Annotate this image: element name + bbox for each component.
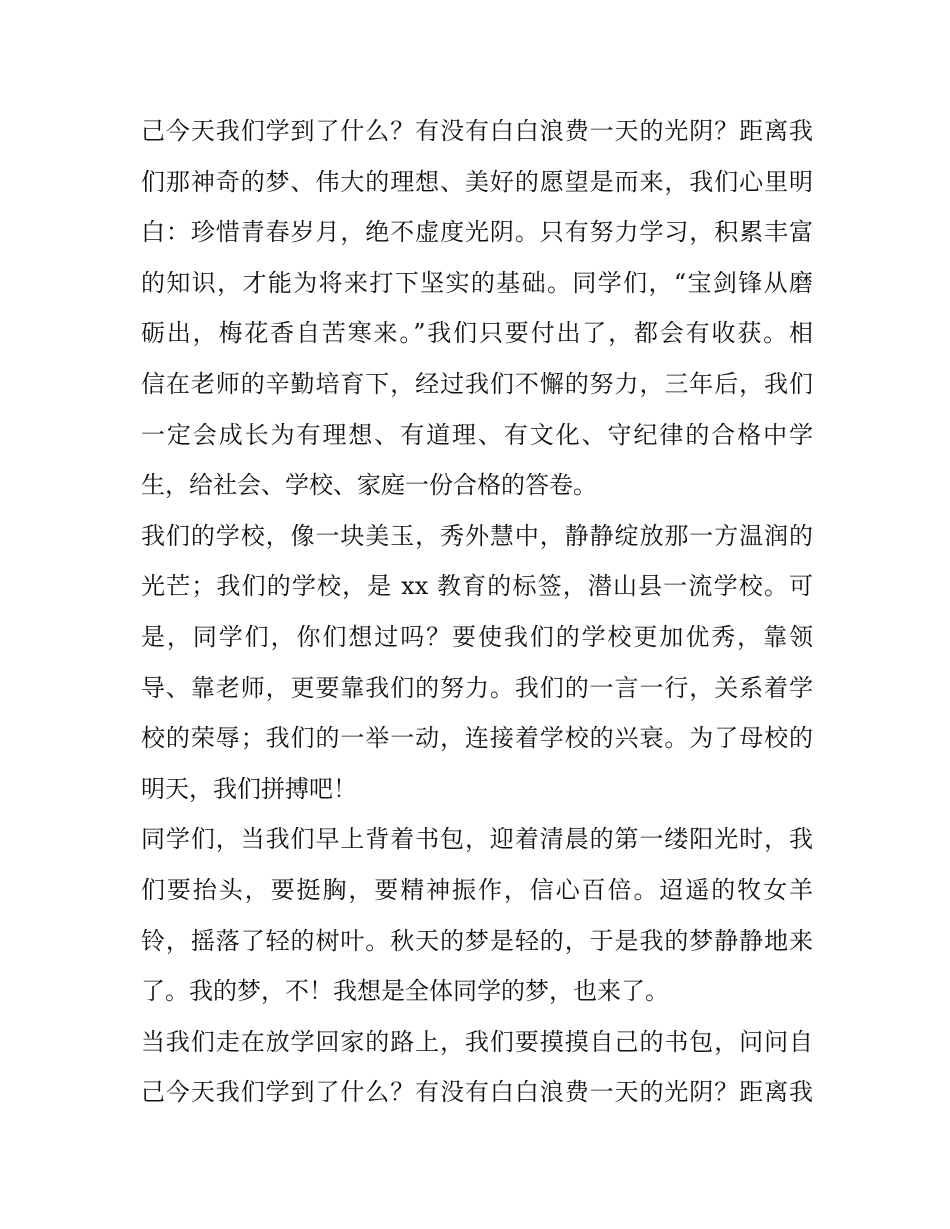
text-line: 一定会成长为有理想、有道理、有文化、守纪律的合格中学 xyxy=(141,420,813,449)
text-line: 明天，我们拼搏吧！ xyxy=(141,774,357,803)
text-line: 是，同学们，你们想过吗？要使我们的学校更加优秀，靠领 xyxy=(141,622,813,651)
text-line: 导、靠老师，更要靠我们的努力。我们的一言一行，关系着学 xyxy=(141,673,813,702)
text-line: 己今天我们学到了什么？有没有白白浪费一天的光阴？距离我 xyxy=(141,117,813,145)
text-line: 同学们，当我们早上背着书包，迎着清晨的第一缕阳光时，我 xyxy=(141,825,813,854)
text-line: 己今天我们学到了什么？有没有白白浪费一天的光阴？距离我 xyxy=(141,1078,813,1107)
text-line: 校的荣辱；我们的一举一动，连接着学校的兴衰。为了母校的 xyxy=(141,724,813,753)
text-line: 当我们走在放学回家的路上，我们要摸摸自己的书包，问问自 xyxy=(141,1027,813,1056)
text-line: 白：珍惜青春岁月，绝不虚度光阴。只有努力学习，积累丰富 xyxy=(141,218,813,247)
text-line: 生，给社会、学校、家庭一份合格的答卷。 xyxy=(141,471,597,500)
text-line: 光芒；我们的学校，是 xx 教育的标签，潜山县一流学校。可 xyxy=(141,572,813,601)
text-line: 们那神奇的梦、伟大的理想、美好的愿望是而来，我们心里明 xyxy=(141,167,813,196)
text-line: 信在老师的辛勤培育下，经过我们不懈的努力，三年后，我们 xyxy=(141,369,813,398)
text-line: 了。我的梦，不！我想是全体同学的梦，也来了。 xyxy=(141,977,669,1006)
text-line: 砺出，梅花香自苦寒来。”我们只要付出了，都会有收获。相 xyxy=(141,319,813,348)
text-line: 我们的学校，像一块美玉，秀外慧中，静静绽放那一方温润的 xyxy=(141,521,813,550)
text-line: 们要抬头，要挺胸，要精神振作，信心百倍。迢遥的牧女羊 xyxy=(141,875,813,904)
document-body xyxy=(141,106,813,1118)
text-line: 铃，摇落了轻的树叶。秋天的梦是轻的，于是我的梦静静地来 xyxy=(141,926,813,955)
text-line: 的知识，才能为将来打下坚实的基础。同学们，“宝剑锋从磨 xyxy=(141,268,813,297)
